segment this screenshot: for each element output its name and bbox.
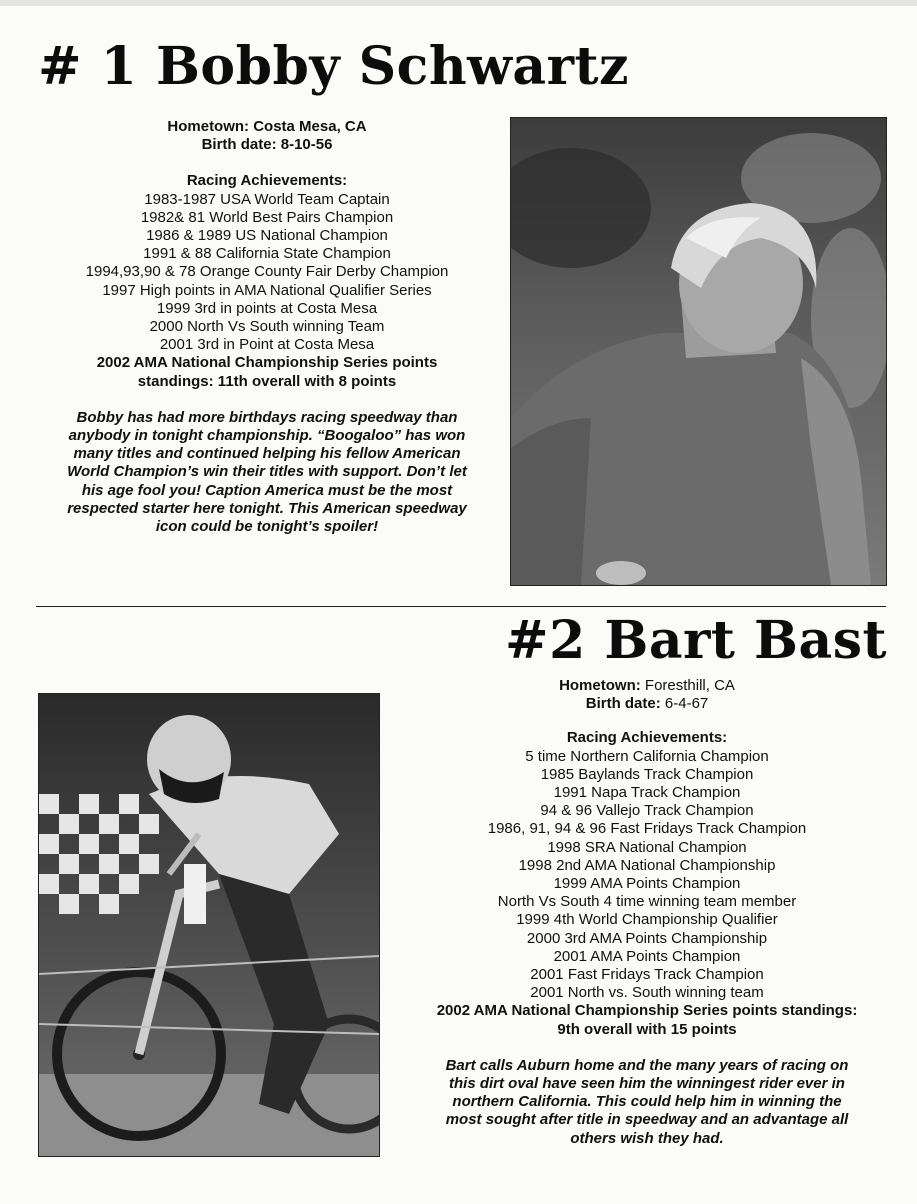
rider1-hometown: Hometown: Costa Mesa, CA <box>167 118 367 135</box>
rider1-bio-line: his age fool you! Caption America must be the most <box>81 481 453 499</box>
rider1-achievement: 1986 & 1989 US National Champion <box>146 227 388 245</box>
rider1-achievement: 1999 3rd in points at Costa Mesa <box>156 299 378 317</box>
rider1-title: # 1 Bobby Schwartz <box>38 36 630 97</box>
rider1-achievement: 1991 & 88 California State Champion <box>143 245 391 263</box>
rider2-birth-date <box>396 695 898 713</box>
rider2-achievement: 2001 North vs. South winning team <box>530 984 764 1002</box>
rider1-photo <box>510 117 887 586</box>
rider2-info <box>396 677 898 1148</box>
rider2-achievement: 1991 Napa Track Champion <box>553 784 741 802</box>
rider2-achievement: 2001 Fast Fridays Track Champion <box>530 966 764 984</box>
rider2-achievement: 1985 Baylands Track Champion <box>540 765 754 783</box>
rider1-info <box>28 118 506 536</box>
rider1-bio-line: many titles and continued helping his fellow American <box>73 445 461 463</box>
rider1-bio <box>28 409 506 536</box>
rider1-bio-line: Bobby has had more birthdays racing speedway than <box>76 408 458 426</box>
rider1-achievement: 1983-1987 USA World Team Captain <box>144 190 390 208</box>
rider2-achievement: 1998 2nd AMA National Championship <box>518 856 776 874</box>
rider2-hometown-label: Hometown: <box>559 677 641 694</box>
rider2-standings: 9th overall with 15 points <box>557 1020 737 1038</box>
rider2-birth-value: 6-4-67 <box>660 695 709 713</box>
rider2-achievement: 2000 3rd AMA Points Championship <box>526 929 768 947</box>
rider1-standings: 2002 AMA National Championship Series points <box>96 354 438 372</box>
rider1-standings: standings: 11th overall with 8 points <box>137 372 397 390</box>
rider2-achievement: 1999 4th World Championship Qualifier <box>516 911 778 929</box>
rider2-standings: 2002 AMA National Championship Series points standings: <box>436 1002 858 1020</box>
rider1-birth-date: Birth date: 8-10-56 <box>201 136 333 154</box>
rider1-achievement: 2001 3rd in Point at Costa Mesa <box>159 336 375 354</box>
rider2-achievement: 94 & 96 Vallejo Track Champion <box>540 802 754 820</box>
section-divider <box>36 606 886 607</box>
rider2-achievements-heading: Racing Achievements: <box>566 729 728 747</box>
rider1-achievement: 1982& 81 World Best Pairs Champion <box>140 208 394 226</box>
page-top-edge <box>0 0 917 6</box>
rider2-bio-line: Bart calls Auburn home and the many years of racing on <box>445 1056 849 1074</box>
rider2-achievement: 1999 AMA Points Champion <box>553 875 741 893</box>
rider1-bio-line: respected starter here tonight. This American speedway <box>67 499 467 517</box>
rider2-title: #2 Bart Bast <box>505 610 887 671</box>
rider2-bio-line: others wish they had. <box>570 1129 724 1147</box>
rider1-achievements-heading: Racing Achievements: <box>186 172 348 190</box>
rider2-bio <box>396 1057 898 1148</box>
rider2-photo <box>38 693 380 1157</box>
rider2-hometown <box>396 677 898 695</box>
rider1-bio-line: icon could be tonight’s spoiler! <box>155 518 379 536</box>
rider2-bio-line: northern California. This could help him in winning the <box>452 1093 842 1111</box>
rider1-achievement: 1994,93,90 & 78 Orange County Fair Derby Champion <box>85 263 449 281</box>
rider2-achievement: 1986, 91, 94 & 96 Fast Fridays Track Champion <box>487 820 807 838</box>
rider2-achievement: 5 time Northern California Champion <box>525 747 769 765</box>
rider2-bio-line: this dirt oval have seen him the winningest rider ever in <box>449 1075 845 1093</box>
rider1-bio-line: anybody in tonight championship. “Boogaloo” has won <box>68 427 466 445</box>
rider1-achievement: 1997 High points in AMA National Qualifier Series <box>102 281 432 299</box>
rider1-bio-line: World Champion’s win their titles with support. Don’t let <box>67 463 467 481</box>
rider2-achievement: North Vs South 4 time winning team member <box>497 893 797 911</box>
checkered-flag-board <box>39 794 159 914</box>
rider1-achievement: 2000 North Vs South winning Team <box>149 318 385 336</box>
rider2-achievement: 1998 SRA National Champion <box>547 838 747 856</box>
rider2-achievement: 2001 AMA Points Champion <box>553 947 741 965</box>
rider2-hometown-value: Foresthill, CA <box>640 677 735 694</box>
rider2-birth-label: Birth date: <box>585 695 661 713</box>
rider2-bio-line: most sought after title in speedway and an advantage all <box>445 1111 849 1129</box>
